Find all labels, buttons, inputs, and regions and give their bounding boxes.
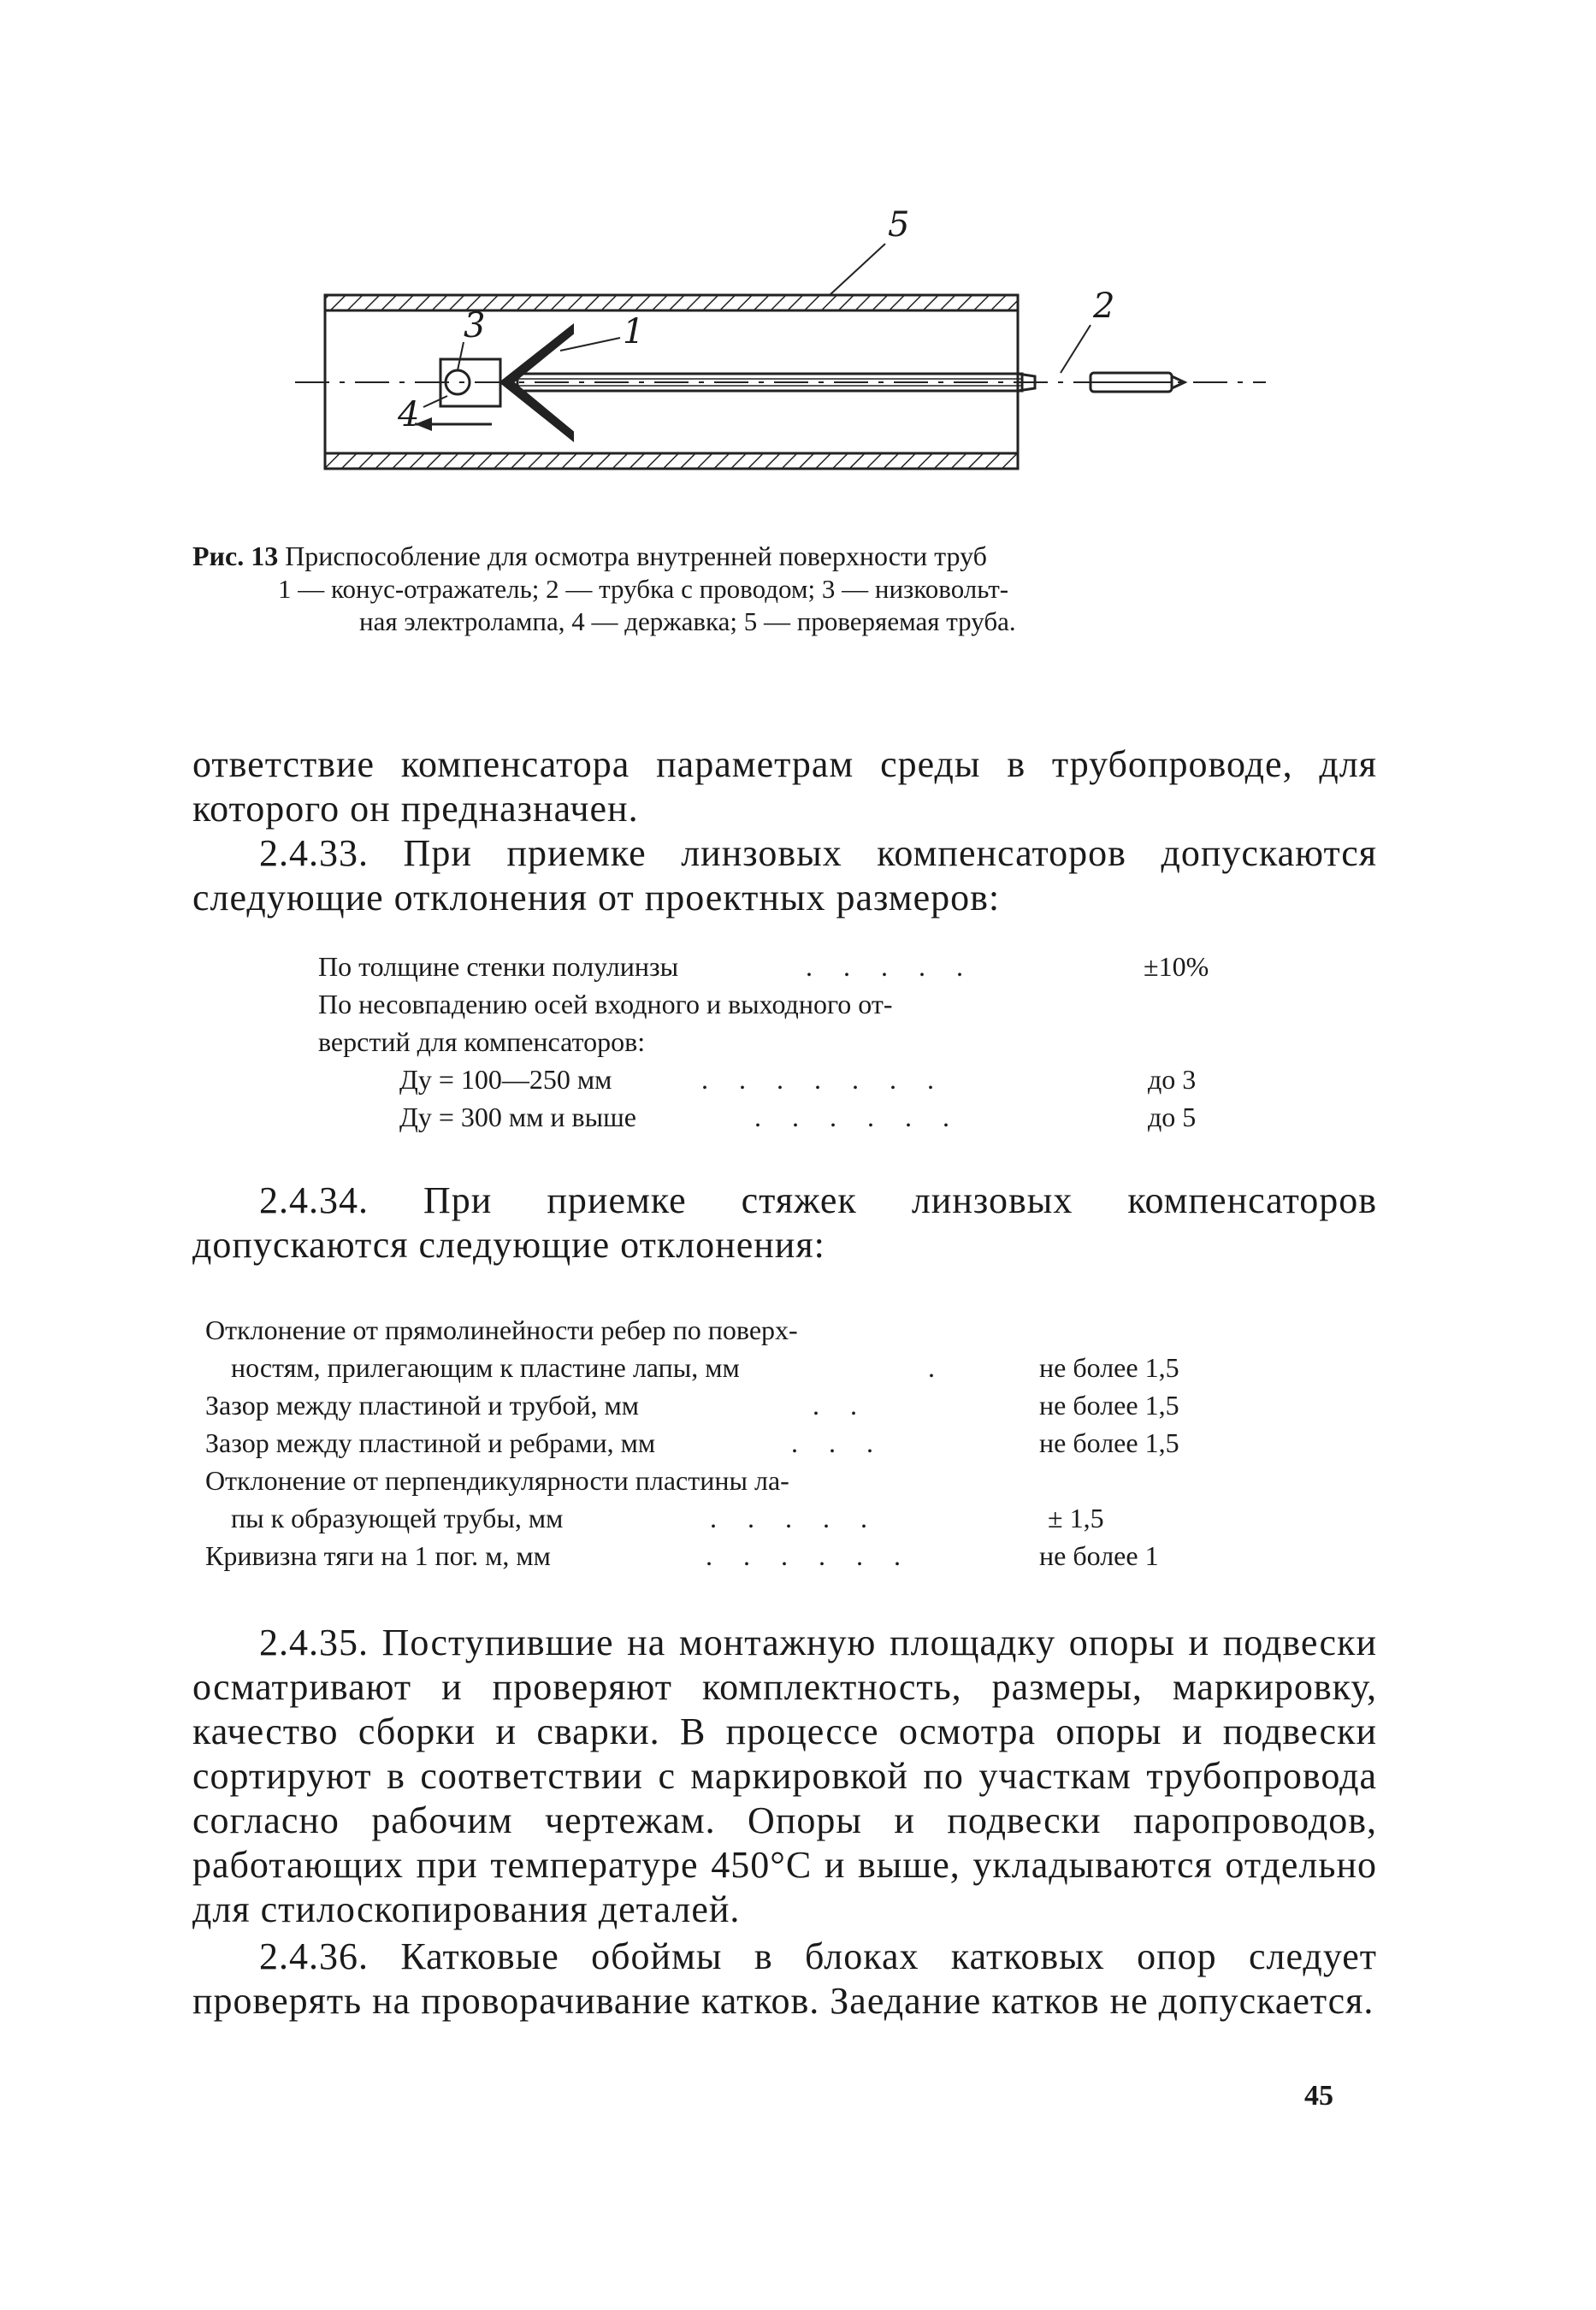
spec-label: Отклонение от перпендикулярности пластины ла- [205, 1465, 789, 1496]
paragraph-2-4-34: 2.4.34. При приемке стяжек линзовых компенсаторов допускаются следующие отклонения: [192, 1179, 1377, 1266]
wire-tube [517, 374, 1022, 391]
page-number: 45 [1304, 2080, 1333, 2112]
figure-label-5: 5 [888, 205, 910, 245]
spec-row [318, 985, 1259, 1023]
spec-label: Ду = 300 мм и выше [399, 1102, 636, 1132]
pipe-inspection-drawing [282, 205, 1292, 513]
spec-dots: . [928, 1352, 935, 1383]
spec-row [318, 1098, 1259, 1136]
spec-label: Зазор между пластиной и трубой, мм [205, 1390, 639, 1421]
spec-value: не более 1,5 [1039, 1352, 1179, 1383]
paragraph-continuation: ответствие компенсатора параметрам среды в трубопроводе, для которого он предназначен. [192, 743, 1377, 830]
caption-title-text: Приспособление для осмотра внутренней поверхности труб [278, 541, 987, 571]
spec-label: Отклонение от прямолинейности ребер по поверх- [205, 1315, 798, 1345]
spec-row [205, 1349, 1274, 1386]
caption-title [192, 539, 1390, 573]
spec-label: По несовпадению осей входного и выходного от- [318, 989, 893, 1019]
spec-value: до 5 [1148, 1102, 1197, 1132]
paragraph-2-4-36: 2.4.36. Катковые обоймы в блоках катковых опор следует проверять на проворачивание катков. Заедание катков не допускается. [192, 1935, 1377, 2022]
spec-value: до 3 [1148, 1064, 1197, 1095]
spec-dots: . . . . . . . [701, 1064, 946, 1095]
spec-label: По толщине стенки полулинзы [318, 951, 679, 982]
spec-table-lens [318, 948, 1259, 1136]
paragraph-2-4-33: 2.4.33. При приемке линзовых компенсаторов допускаются следующие отклонения от проектных размеров: [192, 832, 1377, 919]
spec-table-ties [205, 1311, 1274, 1574]
figure-label-3: 3 [464, 306, 486, 346]
spec-row [205, 1537, 1274, 1574]
spec-dots: . . . . . [710, 1503, 879, 1533]
spec-row [205, 1499, 1274, 1537]
caption-title-prefix: Рис. 13 [192, 541, 279, 571]
figure-label-1: 1 [623, 312, 645, 352]
spec-label: Кривизна тяги на 1 пог. м, мм [205, 1540, 551, 1571]
pipe-wall-bottom [325, 453, 1018, 469]
spec-label: Зазор между пластиной и ребрами, мм [205, 1427, 656, 1458]
spec-dots: . . [813, 1390, 869, 1421]
spec-dots: . . . [791, 1427, 885, 1458]
paragraph-2-4-35: 2.4.35. Поступившие на монтажную площадку опоры и подвески осматривают и проверяют комплектность, размеры, маркировку, качество сборки и сварки. В процессе осмотра опоры и подвески сортируют в соответствии с маркировкой по участкам трубопровода согласно рабочим чертежам. Опоры и подвески паропроводов, работающих при температуре 450°С и выше, укладываются отдельно для стилоскопирования деталей. [192, 1622, 1377, 1930]
pipe-inspection-figure [282, 205, 1292, 513]
pipe-wall-top [325, 295, 1018, 310]
spec-label: Ду = 100—250 мм [399, 1064, 612, 1095]
spec-dots: . . . . . [806, 951, 975, 982]
spec-row [205, 1424, 1274, 1462]
caption-legend-line2: ная электролампа, 4 — державка; 5 — проверяемая труба. [359, 606, 1016, 636]
spec-dots: . . . . . . [754, 1102, 961, 1132]
spec-row [318, 1060, 1259, 1098]
spec-label: пы к образующей трубы, мм [231, 1503, 564, 1533]
spec-value: не более 1,5 [1039, 1427, 1179, 1458]
spec-value: не более 1 [1039, 1540, 1159, 1571]
spec-row [205, 1311, 1274, 1349]
spec-row [318, 1023, 1259, 1060]
spec-value: ±10% [1144, 951, 1209, 982]
figure-caption [192, 539, 1390, 638]
spec-row [205, 1462, 1274, 1499]
spec-row [318, 948, 1259, 985]
lamp [446, 370, 470, 394]
spec-label: ностям, прилегающим к пластине лапы, мм [231, 1352, 740, 1383]
caption-legend-line1: 1 — конус-отражатель; 2 — трубка с проводом; 3 — низковольт- [278, 574, 1009, 604]
spec-value: ± 1,5 [1048, 1503, 1104, 1533]
spec-label: верстий для компенсаторов: [318, 1026, 646, 1057]
figure-label-2: 2 [1093, 287, 1115, 326]
figure-label-4: 4 [398, 395, 420, 434]
spec-dots: . . . . . . [706, 1540, 913, 1571]
spec-value: не более 1,5 [1039, 1390, 1179, 1421]
spec-row [205, 1386, 1274, 1424]
